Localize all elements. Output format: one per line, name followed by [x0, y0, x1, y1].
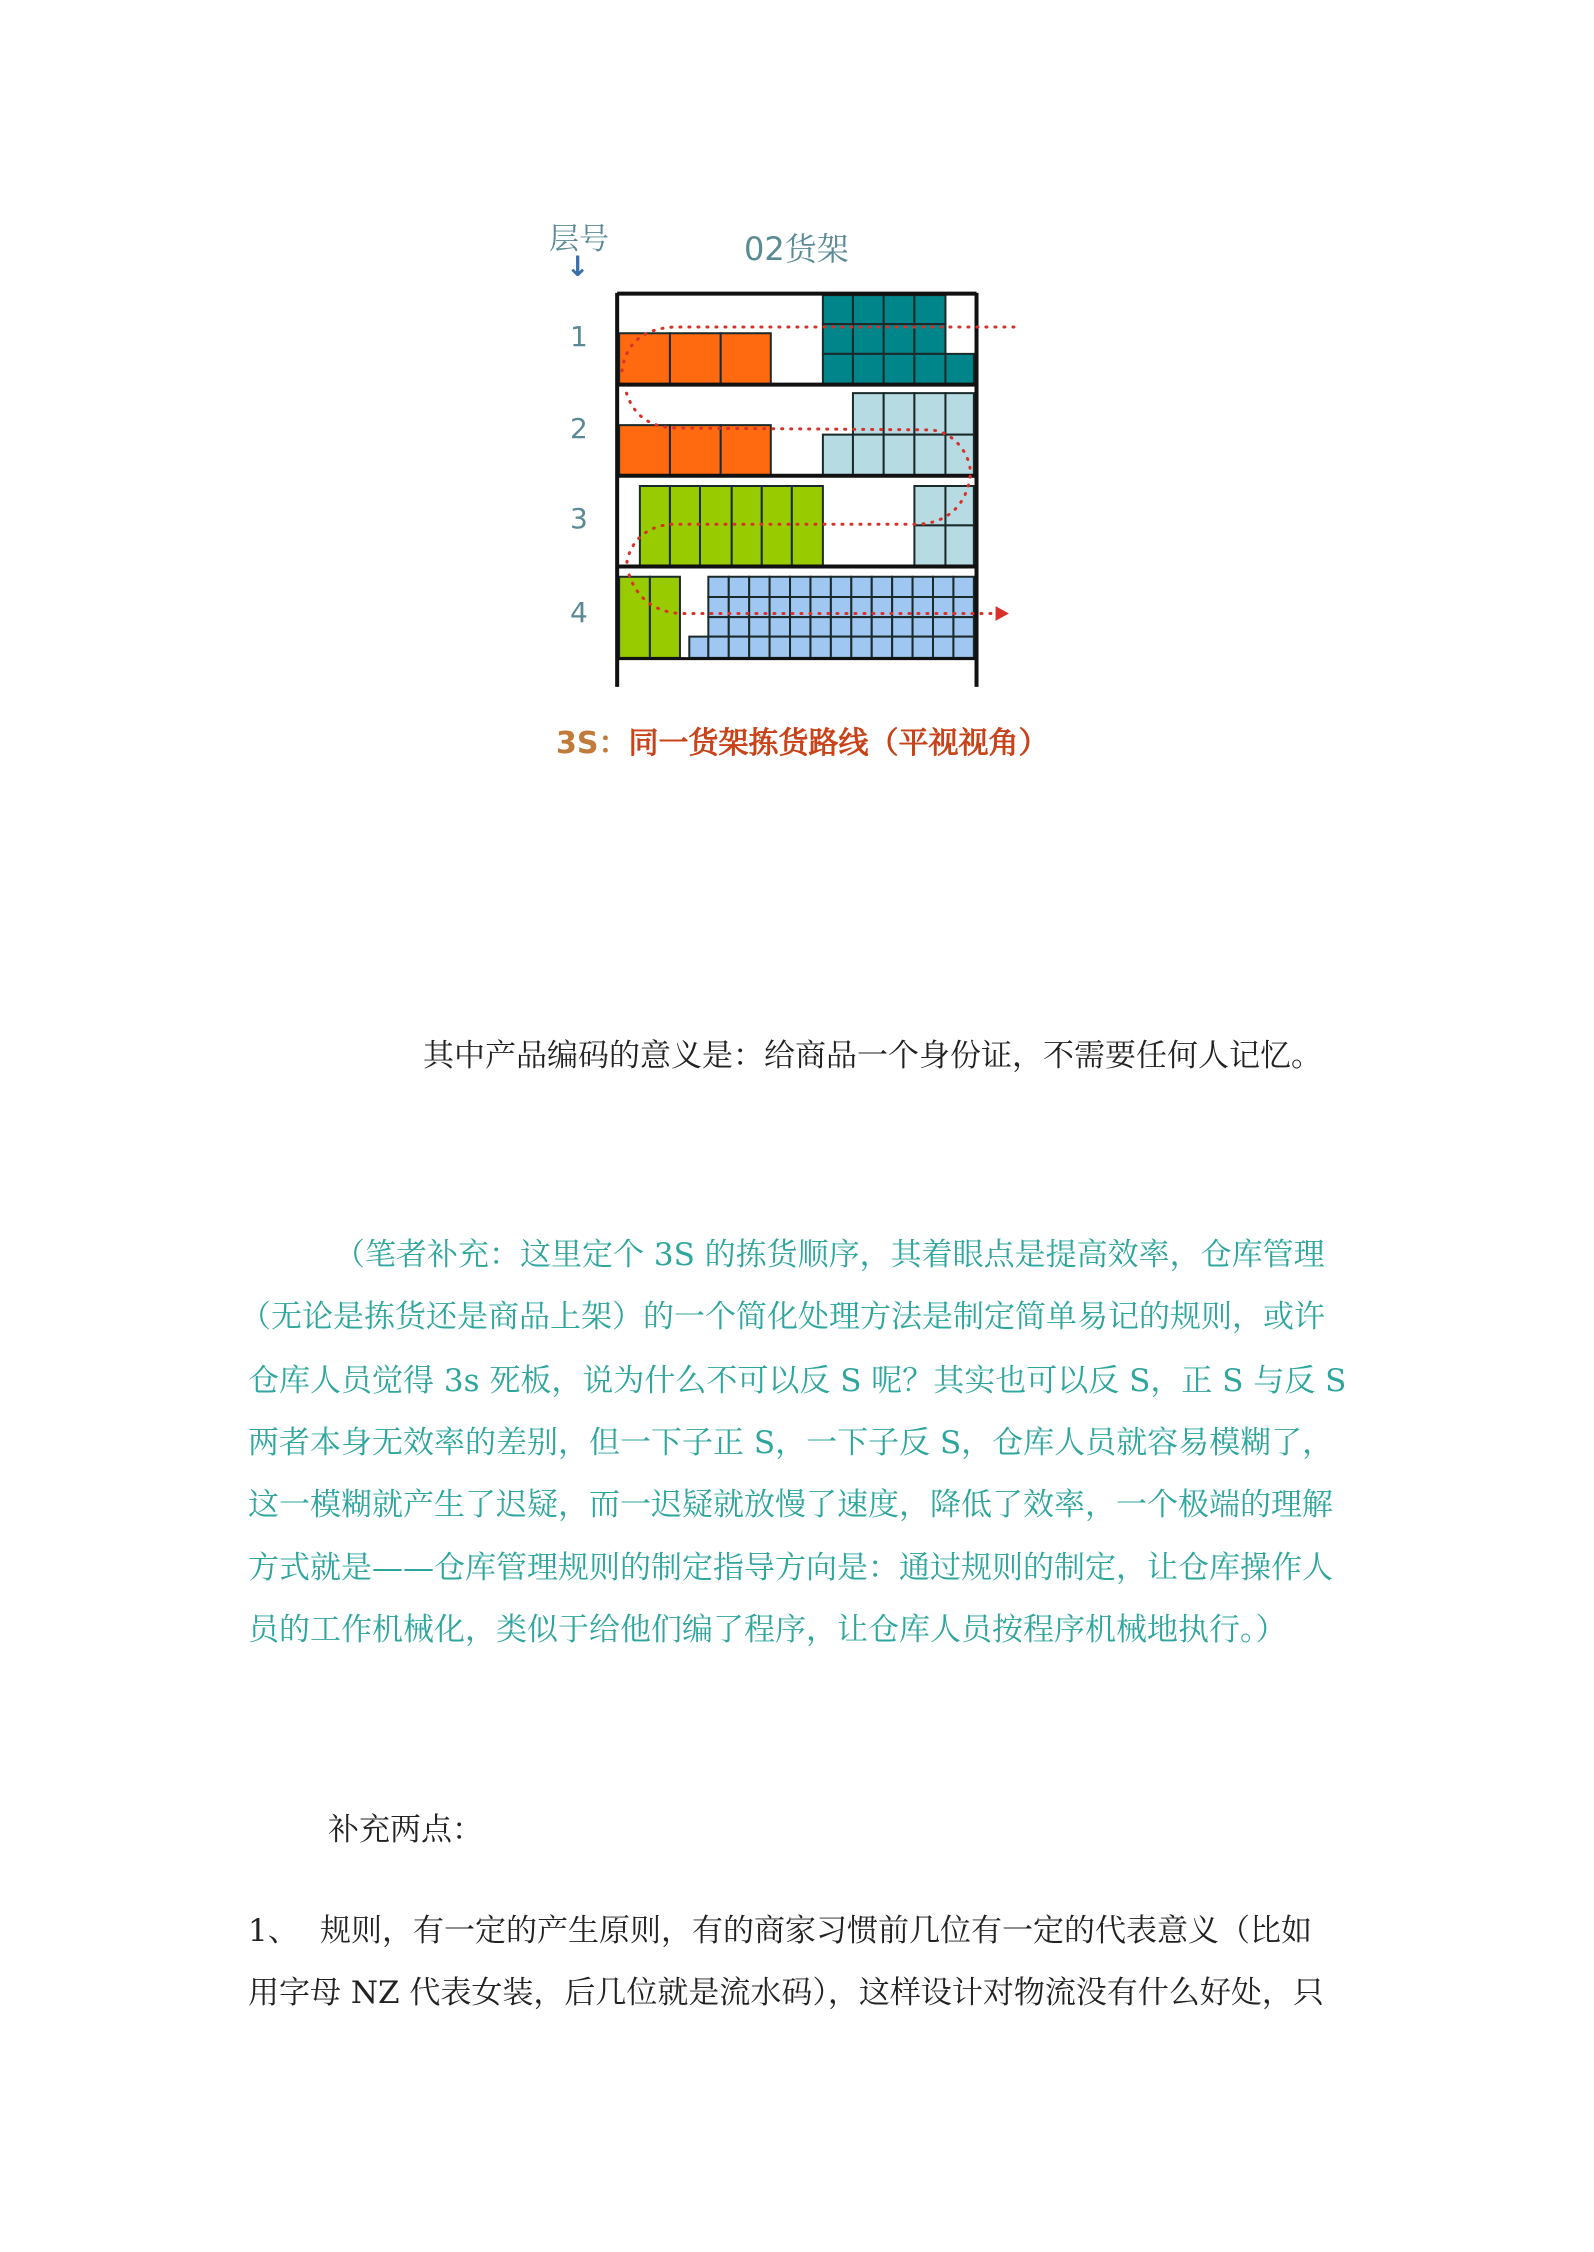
blue-bin — [810, 577, 830, 597]
blue-bin — [831, 617, 851, 636]
blue-bin — [892, 637, 912, 658]
green-carton — [762, 486, 792, 566]
blue-bin — [790, 577, 810, 597]
blue-bin — [913, 597, 933, 617]
orange-carton — [670, 425, 721, 475]
blue-bin — [913, 617, 933, 636]
level-label: 层号 — [549, 222, 609, 257]
item-number: 1、 — [248, 1913, 299, 1949]
item-line: 规则，有一定的产生原则，有的商家习惯前几位有一定的代表意义（比如 — [320, 1913, 1312, 1949]
caption-prefix: 3S： — [556, 726, 629, 761]
blue-bin — [708, 617, 728, 636]
note-line: （笔者补充：这里定个 3S 的拣货顺序，其着眼点是提高效率，仓库管理 — [334, 1237, 1325, 1273]
teal-bin — [823, 295, 853, 324]
orange-carton — [721, 333, 771, 384]
lightblue-bin — [853, 435, 884, 475]
blue-bin — [851, 617, 871, 636]
blue-bin — [953, 617, 973, 636]
level-number-2: 2 — [570, 412, 588, 445]
teal-bin — [914, 295, 945, 324]
lightblue-bin — [914, 525, 945, 565]
blue-bin — [851, 637, 871, 658]
level-number-3: 3 — [570, 502, 588, 535]
lightblue-bin — [823, 435, 853, 475]
paragraph-meaning: 其中产品编码的意义是：给商品一个身份证，不需要任何人记忆。 — [423, 1038, 1322, 1074]
diagram-caption — [556, 718, 1048, 762]
teal-bin — [884, 354, 915, 384]
teal-bin — [884, 324, 915, 354]
blue-bin — [872, 577, 892, 597]
teal-bin — [884, 295, 915, 324]
blue-bin — [933, 637, 953, 658]
lightblue-bin — [914, 435, 945, 475]
blue-bin — [749, 637, 769, 658]
caption-text: 同一货架拣货路线（平视视角） — [628, 726, 1049, 761]
blue-bin — [790, 617, 810, 636]
blue-bin — [708, 577, 728, 597]
note-line: 方式就是——仓库管理规则的制定指导方向是：通过规则的制定，让仓库操作人 — [248, 1550, 1333, 1586]
blue-bin — [770, 597, 790, 617]
teal-bin — [853, 295, 884, 324]
lightblue-bin — [945, 393, 973, 434]
blue-bin — [749, 577, 769, 597]
blue-bin — [953, 637, 973, 658]
green-carton — [640, 486, 670, 566]
blue-bin — [729, 577, 749, 597]
shelf-title: 02货架 — [744, 230, 849, 268]
teal-bin — [914, 324, 945, 354]
note-line: （无论是拣货还是商品上架）的一个简化处理方法是制定简单易记的规则，或许 — [240, 1299, 1325, 1335]
blue-bin — [933, 577, 953, 597]
blue-bin — [708, 637, 728, 658]
green-carton — [619, 577, 650, 658]
orange-carton — [670, 333, 721, 384]
blue-bin — [913, 577, 933, 597]
supplement-heading: 补充两点： — [328, 1812, 483, 1848]
green-carton — [670, 486, 700, 566]
lightblue-bin — [945, 486, 973, 525]
level-number-1: 1 — [570, 320, 588, 353]
blue-bin — [913, 637, 933, 658]
blue-bin — [872, 617, 892, 636]
blue-bin — [872, 637, 892, 658]
lightblue-bin — [884, 435, 915, 475]
green-carton — [732, 486, 762, 566]
teal-bin — [853, 354, 884, 384]
blue-bin — [810, 637, 830, 658]
blue-bin — [770, 577, 790, 597]
teal-bin — [853, 324, 884, 354]
teal-bin — [823, 324, 853, 354]
note-line: 仓库人员觉得 3s 死板，说为什么不可以反 S 呢？其实也可以反 S，正 S 与反 S — [248, 1363, 1347, 1399]
blue-bin — [729, 617, 749, 636]
teal-bin — [823, 354, 853, 384]
lightblue-bin — [914, 393, 945, 434]
lightblue-bin — [853, 393, 884, 434]
note-line: 两者本身无效率的差别，但一下子正 S，一下子反 S，仓库人员就容易模糊了， — [248, 1425, 1334, 1461]
green-carton — [700, 486, 732, 566]
orange-carton — [619, 425, 670, 475]
blue-bin — [831, 577, 851, 597]
teal-bin — [914, 354, 945, 384]
blue-bin — [770, 637, 790, 658]
blue-bin — [790, 637, 810, 658]
blue-bin — [689, 637, 708, 658]
orange-carton — [619, 333, 670, 384]
blue-bin — [953, 577, 973, 597]
green-carton — [650, 577, 680, 658]
lightblue-bin — [945, 525, 973, 565]
teal-bin — [945, 354, 973, 384]
blue-bin — [810, 617, 830, 636]
green-carton — [792, 486, 823, 566]
blue-bin — [770, 617, 790, 636]
blue-bin — [749, 617, 769, 636]
note-line: 这一模糊就产生了迟疑，而一迟疑就放慢了速度，降低了效率，一个极端的理解 — [248, 1487, 1333, 1523]
route-arrow-icon — [996, 606, 1009, 621]
blue-bin — [892, 577, 912, 597]
item-line: 用字母 NZ 代表女装，后几位就是流水码），这样设计对物流没有什么好处，只 — [248, 1975, 1324, 2011]
level-number-4: 4 — [570, 596, 588, 629]
blue-bin — [851, 577, 871, 597]
level-arrow-icon: ↓ — [566, 250, 590, 283]
blue-bin — [933, 617, 953, 636]
blue-bin — [831, 637, 851, 658]
blue-bin — [729, 637, 749, 658]
orange-carton — [721, 425, 771, 475]
note-line: 员的工作机械化，类似于给他们编了程序，让仓库人员按程序机械地执行。） — [248, 1612, 1287, 1648]
blue-bin — [892, 617, 912, 636]
